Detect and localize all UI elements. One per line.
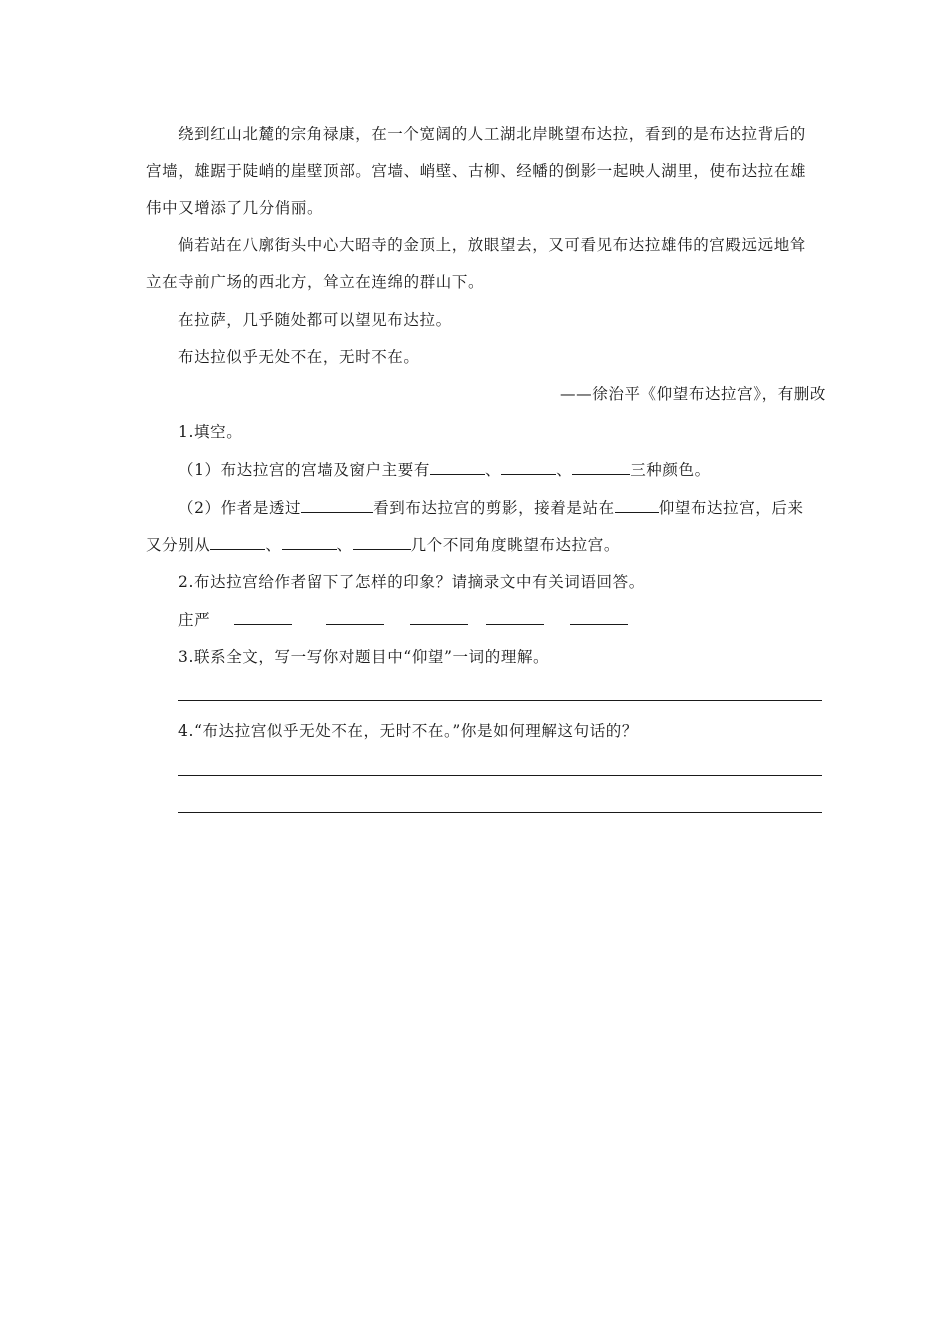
answer-line[interactable] bbox=[178, 812, 822, 813]
question-1-1-prefix: （1）布达拉宫的宫墙及窗户主要有 bbox=[178, 461, 430, 479]
answer-blank[interactable] bbox=[301, 497, 373, 513]
answer-blank[interactable] bbox=[572, 459, 630, 475]
question-1-title: 1.填空。 bbox=[178, 423, 243, 441]
question-4-title: 4.“布达拉宫似乎无处不在，无时不在。”你是如何理解这句话的？ bbox=[178, 722, 638, 740]
passage-p1-line3: 伟中又增添了几分俏丽。 bbox=[146, 199, 324, 217]
passage-source: ——徐治平《仰望布达拉宫》，有删改 bbox=[560, 385, 826, 403]
separator: 、 bbox=[336, 536, 353, 554]
question-1-2-mid2: 仰望布达拉宫，后来 bbox=[658, 499, 804, 517]
question-2-first-word: 庄严 bbox=[178, 611, 211, 629]
separator: 、 bbox=[265, 536, 282, 554]
answer-blank[interactable] bbox=[410, 609, 468, 625]
answer-line[interactable] bbox=[178, 775, 822, 776]
question-1-1 bbox=[178, 459, 826, 480]
answer-line[interactable] bbox=[178, 700, 822, 701]
question-2-word-row bbox=[178, 609, 826, 630]
answer-blank[interactable] bbox=[570, 609, 628, 625]
question-1-2-line1 bbox=[178, 497, 826, 518]
answer-blank[interactable] bbox=[430, 459, 485, 475]
answer-blank[interactable] bbox=[501, 459, 556, 475]
passage-p2-line2: 立在寺前广场的西北方，耸立在连绵的群山下。 bbox=[146, 273, 485, 291]
passage-p1-line1: 绕到红山北麓的宗角禄康，在一个宽阔的人工湖北岸眺望布达拉，看到的是布达拉背后的 bbox=[178, 125, 806, 143]
question-2-title: 2.布达拉宫给作者留下了怎样的印象？请摘录文中有关词语回答。 bbox=[178, 573, 645, 591]
question-1-1-suffix: 三种颜色。 bbox=[630, 461, 711, 479]
question-1-2-prefix: （2）作者是透过 bbox=[178, 499, 302, 517]
passage-p2-line1: 倘若站在八廓街头中心大昭寺的金顶上，放眼望去，又可看见布达拉雄伟的宫殿远远地耸 bbox=[178, 236, 806, 254]
question-1-2-suffix: 几个不同角度眺望布达拉宫。 bbox=[410, 536, 620, 554]
question-1-2-line2-prefix: 又分别从 bbox=[146, 536, 211, 554]
passage-p1-line2: 宫墙，雄踞于陡峭的崖壁顶部。宫墙、峭壁、古柳、经幡的倒影一起映人湖里，使布达拉在雄 bbox=[146, 162, 807, 180]
answer-blank[interactable] bbox=[210, 534, 265, 550]
answer-blank[interactable] bbox=[234, 609, 292, 625]
answer-blank[interactable] bbox=[615, 497, 659, 513]
passage-p3: 在拉萨，几乎随处都可以望见布达拉。 bbox=[178, 311, 452, 329]
separator: 、 bbox=[556, 461, 573, 479]
separator: 、 bbox=[484, 461, 502, 479]
answer-blank[interactable] bbox=[353, 534, 411, 550]
question-3-title: 3.联系全文，写一写你对题目中“仰望”一词的理解。 bbox=[178, 648, 550, 666]
passage-p4: 布达拉似乎无处不在，无时不在。 bbox=[178, 348, 420, 366]
answer-blank[interactable] bbox=[326, 609, 384, 625]
question-1-2-mid1: 看到布达拉宫的剪影，接着是站在 bbox=[373, 499, 615, 517]
question-1-2-line2 bbox=[146, 534, 826, 555]
answer-blank[interactable] bbox=[282, 534, 337, 550]
answer-blank[interactable] bbox=[486, 609, 544, 625]
